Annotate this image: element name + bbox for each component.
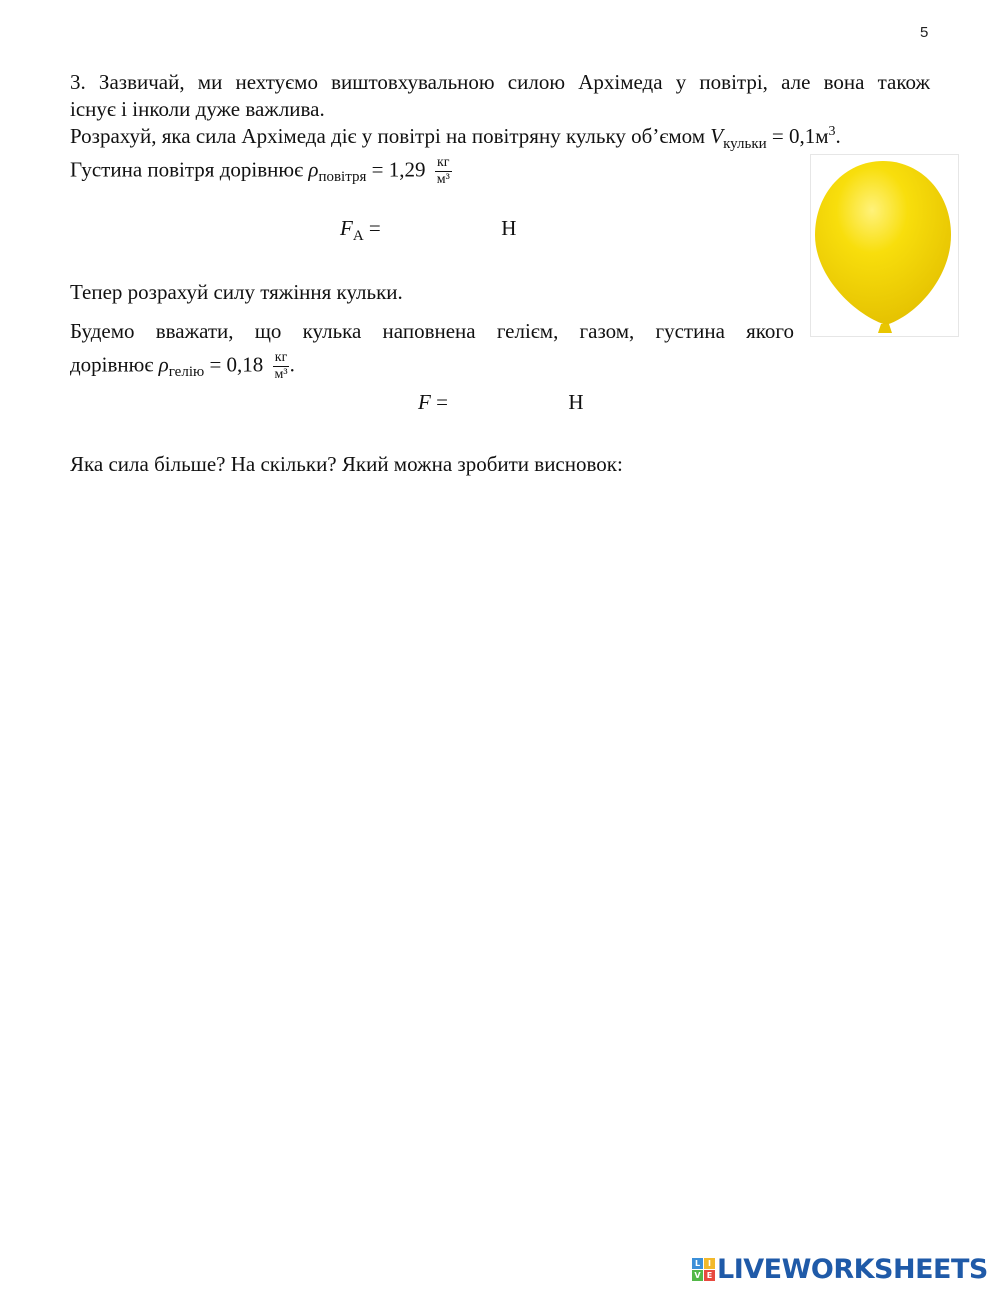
helium-density-unit	[273, 350, 290, 383]
logo-block-i: I	[704, 1258, 715, 1269]
air-density-value: = 1,29	[371, 157, 426, 182]
volume-exponent: 3	[828, 124, 836, 139]
balloon-image	[810, 154, 959, 337]
logo-block-v: V	[692, 1270, 703, 1281]
volume-end: .	[835, 124, 841, 148]
logo-blocks	[692, 1258, 715, 1281]
conclusion-question: Яка сила більше? На скільки? Який можна зробити висновок:	[70, 452, 623, 476]
balloon-icon	[811, 155, 958, 336]
air-density-unit	[435, 155, 452, 188]
equals-sign: =	[436, 390, 448, 414]
archimedes-formula	[340, 215, 516, 245]
volume-subscript: кульки	[723, 136, 767, 152]
task-intro-line-2: існує і інколи дуже важлива.	[70, 97, 325, 121]
unit-denominator: м³	[274, 367, 288, 382]
air-density-text: Густина повітря дорівнює	[70, 157, 309, 182]
helium-density-statement	[70, 350, 295, 383]
volume-statement-text: Розрахуй, яка сила Архімеда діє у повітрі на повітряну кульку об’ємом	[70, 124, 711, 148]
volume-statement	[70, 123, 841, 153]
force-unit: Н	[501, 216, 517, 240]
logo-wordmark: LIVEWORKSHEETS	[717, 1253, 988, 1285]
archimedes-answer-field[interactable]	[386, 217, 496, 243]
logo-block-l: L	[692, 1258, 703, 1269]
helium-density-value: = 0,18	[209, 352, 264, 377]
air-density-symbol: ρ	[308, 157, 319, 182]
air-density-statement	[70, 155, 452, 188]
helium-density-subscript: гелію	[168, 364, 205, 381]
gravity-formula	[418, 389, 584, 417]
force-unit: Н	[568, 390, 584, 414]
unit-numerator: кг	[274, 350, 288, 365]
helium-statement-line: Будемо вважати, що кулька наповнена гелієм, газом, густина якого	[70, 319, 794, 343]
helium-end: .	[289, 352, 295, 377]
equals-sign: =	[368, 216, 381, 240]
liveworksheets-logo	[692, 1254, 988, 1284]
helium-density-text: дорівнює	[70, 352, 159, 377]
unit-numerator: кг	[436, 155, 450, 170]
unit-denominator: м³	[436, 172, 450, 187]
logo-block-e: E	[704, 1270, 715, 1281]
force-subscript: А	[352, 228, 364, 244]
force-symbol: F	[340, 216, 353, 240]
gravity-prompt: Тепер розрахуй силу тяжіння кульки.	[70, 280, 403, 304]
task-intro-line: 3. Зазвичай, ми нехтуємо виштовхувальною силою Архімеда у повітрі, але вона також	[70, 70, 930, 94]
volume-symbol: V	[710, 124, 724, 148]
volume-value: = 0,1м	[771, 124, 829, 148]
force-symbol: F	[418, 390, 431, 414]
gravity-answer-field[interactable]	[453, 391, 563, 417]
air-density-subscript: повітря	[318, 169, 367, 186]
page-number: 5	[920, 24, 929, 41]
helium-density-symbol: ρ	[158, 352, 169, 377]
